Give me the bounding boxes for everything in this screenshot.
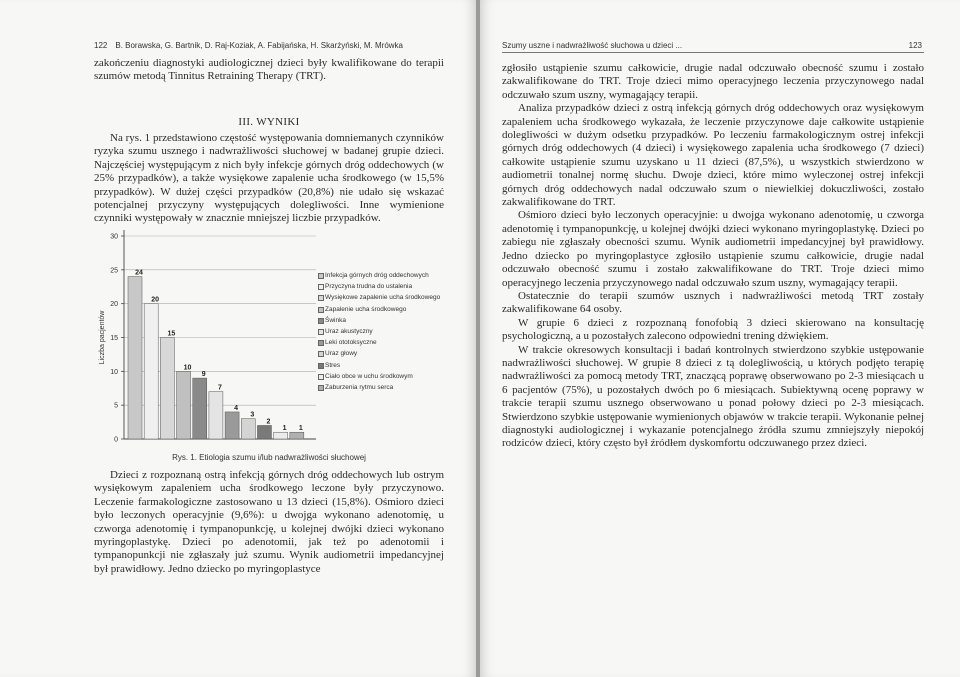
bar-value-label: 15: [167, 330, 176, 338]
bar: [225, 412, 239, 439]
bar: [241, 419, 255, 439]
etiology-bar-chart: [94, 228, 454, 450]
chart-legend: [318, 272, 458, 395]
legend-swatch: [318, 363, 324, 369]
bar: [274, 432, 288, 439]
running-head: [94, 41, 403, 50]
legend-swatch: [318, 329, 324, 335]
bar: [257, 425, 271, 439]
bar: [144, 304, 158, 439]
legend-label: Ciało obce w uchu środkowym: [325, 372, 413, 380]
right-body: [502, 62, 924, 451]
header-rule: [502, 52, 924, 53]
paragraph: Ośmioro dzieci było leczonych operacyjnie: u dwojga wykonano adenotomię, u czworga adenotomię i tympanopunkcję, u kolejnej dwójki dzieci wykonano myringoplastykę. Dzieci po zabiegu nie zgłaszały obecności szumu. Wynik audiometrii impedancyjnej był prawidłowy. Jedno dziecko po myringoplastyce zgłosiło ustąpienie szumu całkowicie, drugie nadal odczuwało obecność szumu i zostało zakwalifikowane do TRT. Troje dzieci mimo operacyjnego leczenia przyczynowego nadal odczuwało szum uszny, wymagający terapii.: [502, 209, 924, 289]
right-page: [480, 0, 960, 677]
legend-item: [318, 272, 458, 279]
legend-label: Leki ototoksyczne: [325, 339, 377, 347]
figure-caption: Rys. 1. Etiologia szumu i/lub nadwrażliwości słuchowej: [172, 453, 366, 462]
legend-label: Przyczyna trudna do ustalenia: [325, 283, 413, 291]
bar-value-label: 24: [135, 269, 143, 277]
paragraph: W trakcie okresowych konsultacji i badań kontrolnych stwierdzono szybkie ustępowanie nadwrażliwości słuchowej. W grupie 8 dzieci z tą dolegliwością, u których podjęto terapię nadwrażliwości za pomocą metody TRT, znaczącą poprawę obserwowano po 2-3 miesiącach u 6 pacjentów (75%), u pozostałych dwóch po 6 miesiącach. Subiektywną ocenę poprawy w trakcie terapii szumu usznego obserwowano u ponad połowy dzieci po 2-3 miesiącach. Stwierdzono szybkie ustępowanie wymienionych objawów w trakcie terapii. Wykonanie pełnej diagnostyki audiologicznej i wykazanie potencjalnego źródła szumu zmniejszyły niepokój rodziców dzieci, który często był źródłem dyskomfortu odczuwanego przez dzieci.: [502, 343, 924, 450]
legend-swatch: [318, 318, 324, 324]
legend-label: Uraz akustyczny: [325, 327, 373, 335]
legend-swatch: [318, 351, 324, 357]
bar-value-label: 20: [151, 296, 160, 304]
left-page: [0, 0, 476, 677]
y-tick-label: 10: [110, 368, 118, 376]
bar-value-label: 4: [234, 404, 239, 412]
legend-label: Wysiękowe zapalenie ucha środkowego: [325, 294, 441, 302]
legend-swatch: [318, 284, 324, 290]
legend-swatch: [318, 273, 324, 279]
legend-swatch: [318, 295, 324, 301]
legend-label: Zapalenie ucha środkowego: [325, 305, 407, 313]
legend-item: [318, 339, 458, 346]
bar: [177, 371, 191, 439]
bar: [209, 392, 223, 439]
results-paragraph: Na rys. 1 przedstawiono częstość występowania domniemanych czynników ryzyka szumu usznego i nadwrażliwości słuchowej w badanej grupie dzieci. Najczęściej występującym z nich były infekcje górnych dróg oddechowych (w 25% przypadków), a także wysiękowe zapalenie ucha środkowego (w 15,5% przypadków). W dużej części przypadków (20,8%) nie udało się wskazać potencjalnej przyczyny występujących dolegliwości. Inne wymienione czynniki występowały w znacznie mniejszej liczbie przypadków.: [94, 132, 444, 225]
legend-label: Uraz głowy: [325, 350, 358, 358]
legend-swatch: [318, 340, 324, 346]
bar-value-label: 3: [250, 411, 255, 419]
running-head: [502, 41, 922, 50]
section-heading: III. WYNIKI: [238, 116, 300, 128]
bar-value-label: 10: [183, 364, 192, 372]
paragraph: zgłosiło ustąpienie szumu całkowicie, drugie nadal odczuwało obecność szumu i zostało zakwalifikowane do TRT. Troje dzieci mimo operacyjnego leczenia przyczynowego nadal odczuwało szum uszny, wymagający terapii.: [502, 62, 924, 101]
bar: [128, 277, 142, 439]
page-number: 122: [94, 41, 108, 50]
y-tick-label: 25: [110, 267, 118, 275]
bar-value-label: 7: [217, 384, 222, 392]
intro-paragraph: zakończeniu diagnostyki audiologicznej dzieci były kwalifikowane do terapii szumów metodą Tinnitus Retraining Therapy (TRT).: [94, 57, 444, 83]
legend-item: [318, 317, 458, 324]
page-number: 123: [908, 41, 922, 50]
y-tick-label: 0: [114, 436, 118, 444]
bar-value-label: 1: [282, 425, 287, 433]
legend-swatch: [318, 385, 324, 391]
running-head-authors: B. Borawska, G. Bartnik, D. Raj-Koziak, A. Fabijańska, H. Skarżyński, M. Mrówka: [115, 41, 403, 50]
legend-item: [318, 283, 458, 290]
y-axis-label: Liczba pacjentów: [99, 310, 106, 365]
legend-label: Zaburzenia rytmu serca: [325, 383, 394, 391]
legend-label: Stres: [325, 361, 341, 369]
y-tick-label: 30: [110, 233, 118, 241]
legend-item: [318, 328, 458, 335]
bar-value-label: 9: [201, 371, 206, 379]
legend-item: [318, 373, 458, 380]
legend-swatch: [318, 307, 324, 313]
legend-item: [318, 362, 458, 369]
treatment-paragraph: Dzieci z rozpoznaną ostrą infekcją górnych dróg oddechowych lub ostrym wysiękowym zapaleniem ucha środkowego leczone były przyczynowo. Leczenie farmakologiczne zastosowano u 13 dzieci (15,8%). Ośmioro dzieci było leczonych operacyjnie (9,6%): u dwojga wykonano adenotomię, u czworga adenotomię i tympanopunkcję, u kolejnej dwójki dzieci wykonano myringoplastykę. Dzieci po adenotomii, jak też po adenotomii i tympanopunkcji nie zgłaszały już szumu. Wynik audiometrii impedancyjnej był prawidłowy. Jedno dziecko po myringoplastyce: [94, 469, 444, 575]
paragraph: Analiza przypadków dzieci z ostrą infekcją górnych dróg oddechowych oraz wysiękowym zapaleniem ucha środkowego wykazała, że leczenie przyczynowe daje całkowite ustąpienie dolegliwości w dużym odsetku przypadków. Po leczeniu farmakologicznym ostrej infekcji górnych dróg oddechowych (4 dzieci) i wysiękowego zapalenia ucha środkowego (7 dzieci) całkowite ustąpienie szumu uzyskano u 11 dzieci (87,5%), u wszystkich stwierdzono w audiometrii tonalnej normę słuchu. Dwoje dzieci, które mimo wyleczonej ostrej infekcji górnych dróg oddechowych nadal odczuwało szum o niewielkiej dokuczliwości, zostało zakwalifikowane do TRT.: [502, 102, 924, 209]
paragraph: Ostatecznie do terapii szumów usznych i nadwrażliwości metodą TRT zostały zakwalifikowane 64 osoby.: [502, 289, 924, 316]
legend-item: [318, 384, 458, 391]
bar: [290, 432, 304, 439]
legend-label: Świnka: [325, 316, 346, 324]
bar-value-label: 2: [266, 418, 271, 426]
y-tick-label: 15: [110, 335, 118, 342]
bar-value-label: 1: [298, 425, 303, 433]
legend-item: [318, 306, 458, 313]
legend-swatch: [318, 374, 324, 380]
paragraph: W grupie 6 dzieci z rozpoznaną fonofobią 3 dzieci skierowano na konsultację psychologiczną, a u pozostałych zalecono odpowiedni trening dźwiękiem.: [502, 316, 924, 343]
legend-item: [318, 294, 458, 301]
bar: [160, 338, 174, 440]
legend-item: [318, 350, 458, 357]
legend-label: Infekcja górnych dróg oddechowych: [325, 272, 429, 279]
y-tick-label: 20: [110, 301, 118, 309]
bar: [193, 378, 207, 439]
running-head-title: Szumy uszne i nadwrażliwość słuchowa u dzieci ...: [502, 41, 683, 50]
y-tick-label: 5: [114, 402, 118, 410]
